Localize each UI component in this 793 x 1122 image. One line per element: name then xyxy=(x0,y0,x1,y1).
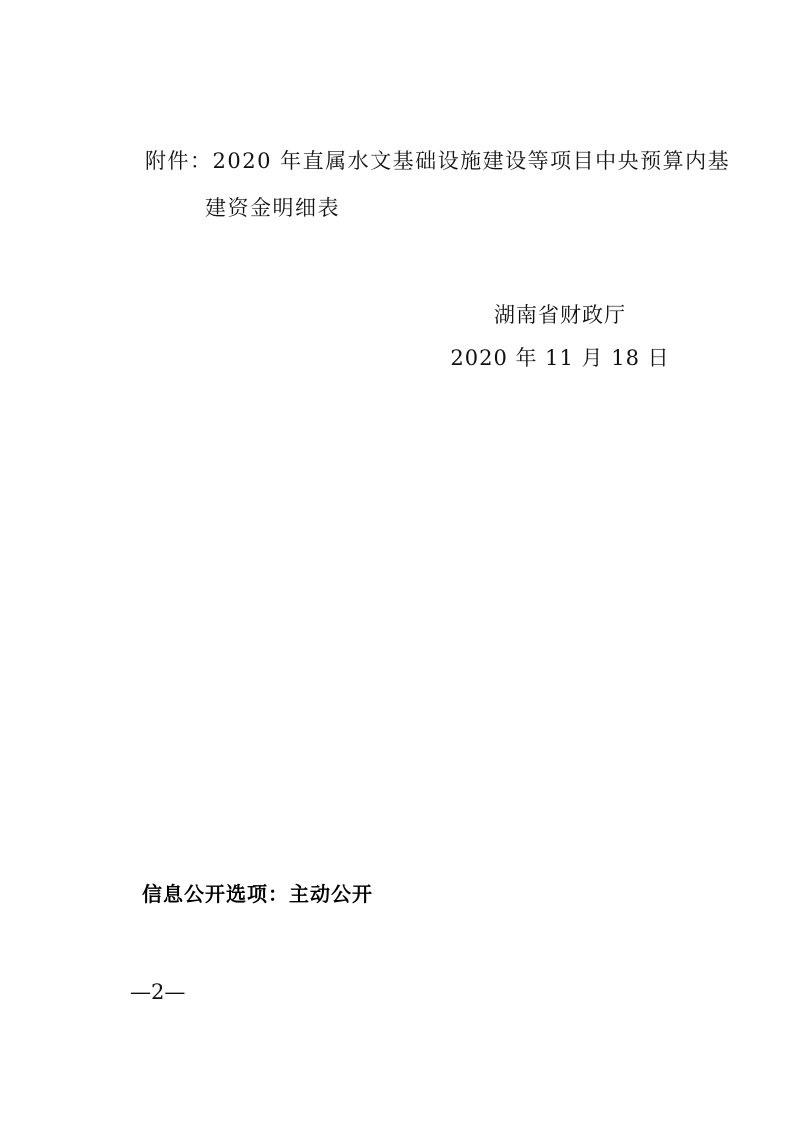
attachment-note-line-1: 附件：2020 年直属水文基础设施建设等项目中央预算内基 xyxy=(145,149,731,173)
attachment-note xyxy=(145,138,731,232)
issue-date: 2020 年 11 月 18 日 xyxy=(450,346,670,370)
issuing-agency: 湖南省财政厅 xyxy=(494,303,626,327)
signature-block xyxy=(415,294,705,380)
attachment-note-line-2: 建资金明细表 xyxy=(205,196,340,220)
page-number: —2— xyxy=(130,980,186,1004)
info-disclosure-option: 信息公开选项：主动公开 xyxy=(142,882,373,906)
